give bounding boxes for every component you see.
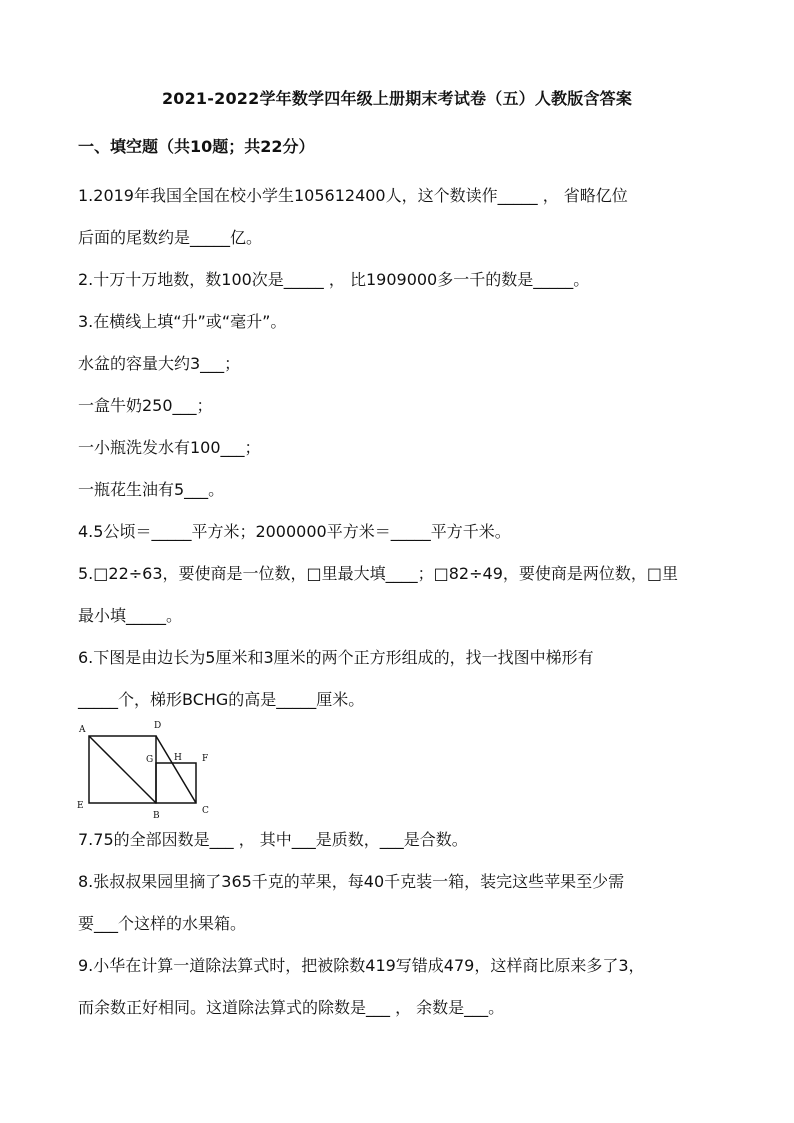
question-4-line: 4.5公顷＝_____平方米；2000000平方米＝_____平方千米。 — [78, 522, 511, 541]
section-heading: 一、填空题（共10题；共22分） — [78, 137, 315, 156]
diagonal-DC — [156, 736, 196, 803]
question-1-line-1: 1.2019年我国全国在校小学生105612400人，这个数读作_____ ， 省略亿位 — [78, 186, 628, 205]
question-3-item-4: 一瓶花生油有5___。 — [78, 480, 225, 499]
point-label-h: H — [174, 753, 182, 763]
point-label-b: B — [153, 811, 160, 820]
point-label-c: C — [202, 806, 209, 816]
question-1-line-2: 后面的尾数约是_____亿。 — [78, 228, 263, 247]
question-6-line-1: 6.下图是由边长为5厘米和3厘米的两个正方形组成的，找一找图中梯形有 — [78, 648, 594, 667]
point-label-e: E — [77, 801, 84, 811]
question-9-line-2: 而余数正好相同。这道除法算式的除数是___ ， 余数是___。 — [78, 998, 505, 1017]
question-6-line-2: _____个，梯形BCHG的高是_____厘米。 — [78, 690, 365, 709]
question-5-line-1: 5.□22÷63，要使商是一位数，□里最大填____；□82÷49，要使商是两位数，□里 — [78, 564, 678, 583]
diagonal-AB — [89, 736, 156, 803]
squares-trapezoid-figure — [74, 720, 224, 824]
point-label-f: F — [202, 754, 209, 764]
point-label-a: A — [79, 725, 86, 735]
exam-title: 2021-2022学年数学四年级上册期末考试卷（五）人教版含答案 — [161, 89, 633, 108]
question-3-prompt: 3.在横线上填“升”或“毫升”。 — [78, 312, 287, 331]
point-label-g: G — [146, 755, 154, 765]
question-2-line: 2.十万十万地数，数100次是_____ ， 比1909000多一千的数是_____。 — [78, 270, 590, 289]
geometry-diagram — [74, 720, 224, 820]
question-7-line: 7.75的全部因数是___ ， 其中___是质数，___是合数。 — [78, 830, 468, 849]
question-5-line-2: 最小填_____。 — [78, 606, 183, 625]
point-label-d: D — [154, 721, 162, 731]
question-9-line-1: 9.小华在计算一道除法算式时，把被除数419写错成479，这样商比原来多了3， — [78, 956, 645, 975]
question-3-item-3: 一小瓶洗发水有100___； — [78, 438, 261, 457]
question-3-item-2: 一盒牛奶250___； — [78, 396, 213, 415]
question-8-line-1: 8.张叔叔果园里摘了365千克的苹果，每40千克装一箱，装完这些苹果至少需 — [78, 872, 625, 891]
question-3-item-1: 水盆的容量大约3___； — [78, 354, 241, 373]
question-8-line-2: 要___个这样的水果箱。 — [78, 914, 247, 933]
